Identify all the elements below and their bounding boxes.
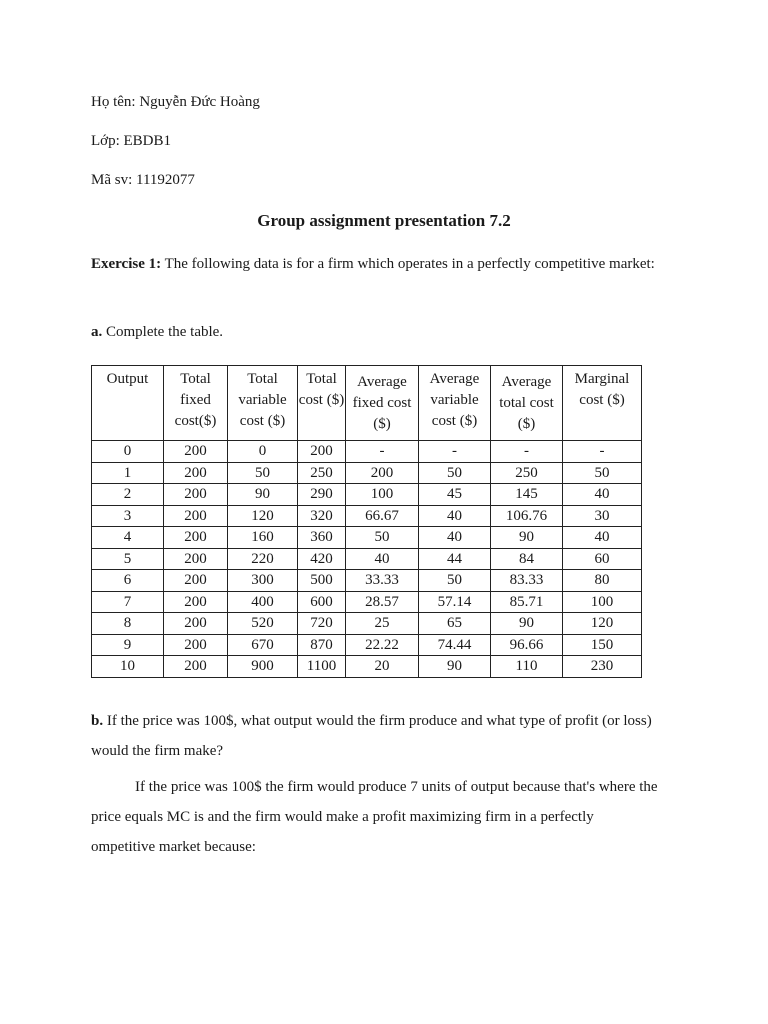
table-cell: 40: [419, 505, 491, 527]
table-cell: 360: [298, 527, 346, 549]
table-header-row: [92, 366, 642, 441]
table-cell: 320: [298, 505, 346, 527]
table-cell: 90: [491, 527, 563, 549]
table-cell: 44: [419, 548, 491, 570]
table-cell: 0: [92, 441, 164, 463]
part-a-prompt: [91, 317, 661, 347]
table-cell: 200: [298, 441, 346, 463]
table-cell: 65: [419, 613, 491, 635]
table-row: [92, 613, 642, 635]
table-row: [92, 656, 642, 678]
table-cell: 6: [92, 570, 164, 592]
table-cell: 22.22: [346, 634, 419, 656]
table-cell: 900: [228, 656, 298, 678]
table-cell: 85.71: [491, 591, 563, 613]
table-cell: -: [563, 441, 642, 463]
table-cell: 1: [92, 462, 164, 484]
header-marginal-cost: Marginal cost ($): [563, 366, 642, 441]
table-cell: 720: [298, 613, 346, 635]
table-cell: 420: [298, 548, 346, 570]
table-cell: 45: [419, 484, 491, 506]
table-cell: 28.57: [346, 591, 419, 613]
table-cell: 96.66: [491, 634, 563, 656]
table-cell: 7: [92, 591, 164, 613]
table-cell: 120: [228, 505, 298, 527]
table-cell: 25: [346, 613, 419, 635]
student-name: Họ tên: Nguyễn Đức Hoàng: [91, 94, 260, 110]
exercise-text: The following data is for a firm which operates in a perfectly competitive market:: [161, 256, 655, 272]
header-total-fixed-cost: Total fixed cost($): [164, 366, 228, 441]
table-cell: 200: [164, 613, 228, 635]
table-cell: 3: [92, 505, 164, 527]
table-cell: 870: [298, 634, 346, 656]
table-cell: 80: [563, 570, 642, 592]
table-cell: 66.67: [346, 505, 419, 527]
table-cell: 0: [228, 441, 298, 463]
table-cell: 74.44: [419, 634, 491, 656]
table-cell: 200: [164, 505, 228, 527]
table-cell: 9: [92, 634, 164, 656]
part-b-question: [91, 706, 661, 766]
table-row: [92, 484, 642, 506]
table-cell: 90: [228, 484, 298, 506]
table-cell: 600: [298, 591, 346, 613]
table-cell: 200: [164, 548, 228, 570]
table-cell: 250: [491, 462, 563, 484]
header-average-total-cost: Average total cost ($): [491, 366, 563, 441]
table-cell: -: [419, 441, 491, 463]
header-total-cost: Total cost ($): [298, 366, 346, 441]
table-cell: 230: [563, 656, 642, 678]
table-cell: 670: [228, 634, 298, 656]
table-cell: 50: [228, 462, 298, 484]
table-cell: 200: [164, 656, 228, 678]
table-cell: 8: [92, 613, 164, 635]
table-body: [92, 441, 642, 678]
table-cell: 520: [228, 613, 298, 635]
table-cell: 40: [563, 484, 642, 506]
table-cell: 50: [563, 462, 642, 484]
part-b-label: b.: [91, 713, 104, 729]
table-row: [92, 505, 642, 527]
exercise-intro: [91, 249, 661, 279]
table-cell: 84: [491, 548, 563, 570]
table-cell: 57.14: [419, 591, 491, 613]
header-output: Output: [92, 366, 164, 441]
table-cell: 500: [298, 570, 346, 592]
table-cell: 4: [92, 527, 164, 549]
table-cell: 10: [92, 656, 164, 678]
table-cell: 200: [164, 634, 228, 656]
table-cell: 90: [491, 613, 563, 635]
table-cell: 300: [228, 570, 298, 592]
header-average-variable-cost: Average variable cost ($): [419, 366, 491, 441]
table-cell: 50: [419, 462, 491, 484]
table-row: [92, 591, 642, 613]
table-cell: 2: [92, 484, 164, 506]
table-cell: -: [346, 441, 419, 463]
part-b-answer: If the price was 100$ the firm would produce 7 units of output because that's where the price equals MC is and the firm would make a profit maximizing firm in a perfectly ompetitive market because:: [91, 779, 658, 855]
part-a-text: Complete the table.: [102, 324, 224, 340]
table-cell: 50: [346, 527, 419, 549]
part-b-question-text: If the price was 100$, what output would the firm produce and what type of profit (or loss) would the firm make?: [91, 713, 652, 759]
table-cell: 110: [491, 656, 563, 678]
table-cell: 106.76: [491, 505, 563, 527]
table-row: [92, 527, 642, 549]
table-cell: 290: [298, 484, 346, 506]
table-cell: 145: [491, 484, 563, 506]
student-id: Mã sv: 11192077: [91, 172, 195, 188]
cost-table: [91, 365, 642, 678]
table-cell: 50: [419, 570, 491, 592]
table-cell: 200: [164, 570, 228, 592]
exercise-label: Exercise 1:: [91, 256, 162, 272]
table-row: [92, 570, 642, 592]
table-cell: 250: [298, 462, 346, 484]
table-row: [92, 441, 642, 463]
table-row: [92, 462, 642, 484]
table-cell: 150: [563, 634, 642, 656]
table-cell: 40: [563, 527, 642, 549]
table-cell: 200: [164, 462, 228, 484]
table-row: [92, 634, 642, 656]
table-cell: 400: [228, 591, 298, 613]
table-cell: -: [491, 441, 563, 463]
table-cell: 200: [346, 462, 419, 484]
table-cell: 40: [346, 548, 419, 570]
part-a-label: a.: [91, 324, 103, 340]
table-cell: 120: [563, 613, 642, 635]
student-class: Lớp: EBDB1: [91, 133, 172, 149]
table-cell: 30: [563, 505, 642, 527]
header-total-variable-cost: Total variable cost ($): [228, 366, 298, 441]
table-cell: 220: [228, 548, 298, 570]
table-cell: 200: [164, 527, 228, 549]
table-cell: 200: [164, 591, 228, 613]
document-title: Group assignment presentation 7.2: [257, 211, 511, 230]
table-cell: 60: [563, 548, 642, 570]
table-cell: 200: [164, 484, 228, 506]
header-average-fixed-cost: Average fixed cost ($): [346, 366, 419, 441]
table-cell: 33.33: [346, 570, 419, 592]
table-cell: 5: [92, 548, 164, 570]
table-cell: 160: [228, 527, 298, 549]
table-row: [92, 548, 642, 570]
table-cell: 40: [419, 527, 491, 549]
table-cell: 83.33: [491, 570, 563, 592]
table-cell: 100: [563, 591, 642, 613]
table-cell: 200: [164, 441, 228, 463]
table-cell: 90: [419, 656, 491, 678]
table-cell: 1100: [298, 656, 346, 678]
table-cell: 100: [346, 484, 419, 506]
table-cell: 20: [346, 656, 419, 678]
